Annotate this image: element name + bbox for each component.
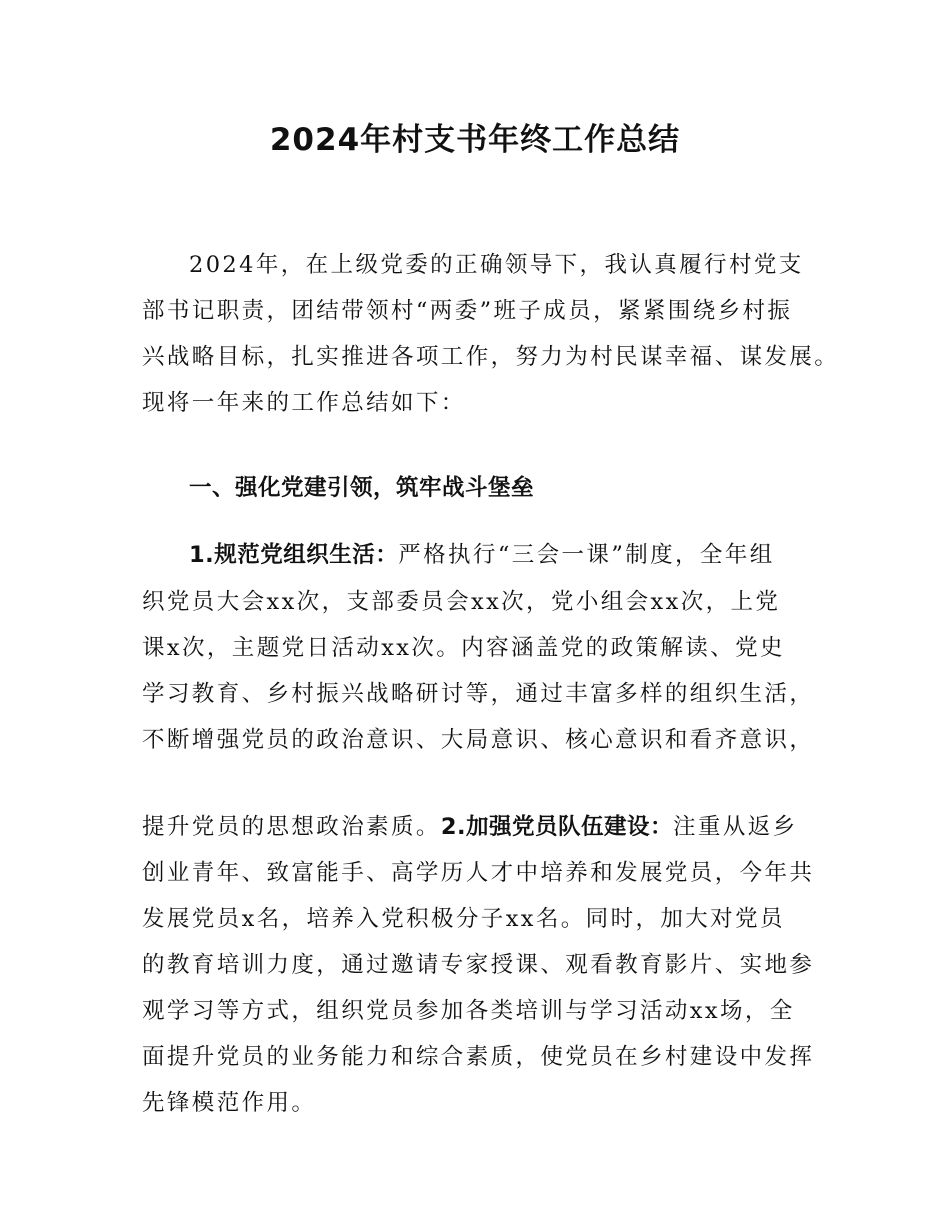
item2-first-line xyxy=(142,807,798,847)
intro-line: 现将一年来的工作总结如下： xyxy=(142,390,466,416)
item1-line: 学习教育、乡村振兴战略研讨等，通过丰富多样的组织生活， xyxy=(142,681,815,707)
item2-line: 创业青年、致富能手、高学历人才中培养和发展党员，今年共 xyxy=(142,860,815,886)
item2-line: 发展党员x名，培养入党积极分子xx名。同时，加大对党员 xyxy=(142,906,785,932)
item2-line: 的教育培训力度，通过邀请专家授课、观看教育影片、实地参 xyxy=(142,952,815,978)
item1-last-prefix: 提升党员的思想政治素质。 xyxy=(142,814,441,840)
section-heading: 一、强化党建引领，筑牢战斗堡垒 xyxy=(189,475,535,501)
item1-title: 1.规范党组织生活： xyxy=(189,542,399,568)
document-title: 2024年村支书年终工作总结 xyxy=(269,122,681,158)
item2-line: 先锋模范作用。 xyxy=(142,1090,317,1116)
item1-line: 织党员大会xx次，支部委员会xx次，党小组会xx次，上党 xyxy=(142,589,781,615)
item1-first-line xyxy=(189,535,775,575)
item1-line: 课x次，主题党日活动xx次。内容涵盖党的政策解读、党史 xyxy=(142,635,785,661)
item1-line: 不断增强党员的政治意识、大局意识、核心意识和看齐意识， xyxy=(142,727,815,753)
item2-title: 2.加强党员队伍建设： xyxy=(440,814,674,840)
item1-first-rest: 严格执行“三会一课”制度，全年组 xyxy=(398,542,775,568)
intro-line: 兴战略目标，扎实推进各项工作，努力为村民谋幸福、谋发展。 xyxy=(142,344,840,370)
item2-line: 面提升党员的业务能力和综合素质，使党员在乡村建设中发挥 xyxy=(142,1044,815,1070)
item2-line: 观学习等方式，组织党员参加各类培训与学习活动xx场，全 xyxy=(142,998,795,1024)
intro-line: 部书记职责，团结带领村“两委”班子成员，紧紧围绕乡村振 xyxy=(142,298,793,324)
item2-first-rest: 注重从返乡 xyxy=(673,814,798,840)
intro-line: 2024年，在上级党委的正确领导下，我认真履行村党支 xyxy=(189,252,804,278)
